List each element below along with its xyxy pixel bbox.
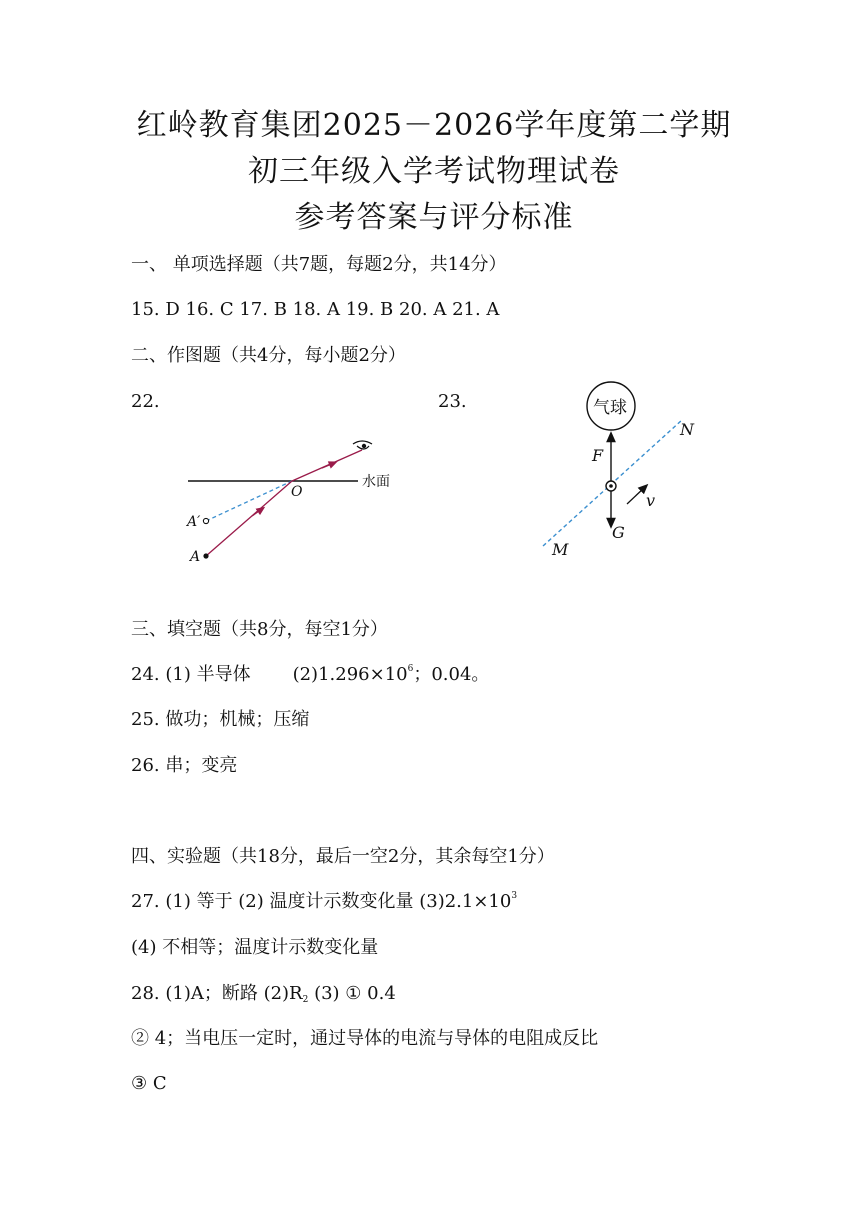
- label-g: G: [612, 523, 625, 542]
- section-1-answers: 15. D 16. C 17. B 18. A 19. B 20. A 21. A: [131, 299, 500, 320]
- q28-text: 28. (1)A；断路 (2)R: [131, 983, 303, 1004]
- q25-answer: 25. 做功；机械；压缩: [131, 709, 310, 730]
- q27-exponent: 3: [511, 891, 518, 901]
- q27-text: 27. (1) 等于 (2) 温度计示数变化量 (3)2.1×10: [131, 891, 512, 912]
- section-1-heading: 一、 单项选择题（共7题，每题2分，共14分）: [131, 254, 507, 275]
- q24-part2-base: (2)1.296×10: [292, 664, 408, 685]
- section-4-heading: 四、实验题（共18分，最后一空2分，其余每空1分）: [131, 846, 555, 867]
- q28-answer-line-2: ② 4；当电压一定时，通过导体的电流与导体的电阻成反比: [131, 1028, 599, 1049]
- center-of-mass-dot: [609, 484, 613, 488]
- q26-answer: 26. 串；变亮: [131, 755, 238, 776]
- q24-part1: 24. (1) 半导体: [131, 664, 251, 685]
- point-a-prime-label: A′: [187, 514, 201, 530]
- title-line-3: 参考答案与评分标准: [294, 200, 574, 235]
- label-n: N: [680, 420, 694, 439]
- balloon-label: 气球: [593, 398, 627, 418]
- point-o-label: O: [291, 484, 303, 500]
- point-a-label: A: [190, 549, 201, 565]
- water-surface-label: 水面: [362, 474, 390, 490]
- q28-text-rest: (3) ① 0.4: [308, 983, 396, 1004]
- label-f: F: [592, 446, 604, 465]
- velocity-arrow: [627, 487, 645, 504]
- title-line-2: 初三年级入学考试物理试卷: [248, 154, 620, 189]
- q23-number: 23.: [438, 391, 467, 412]
- q22-number: 22.: [131, 391, 160, 412]
- q24-part2-exponent: 6: [407, 664, 414, 674]
- q24-part2-rest: ；0.04。: [413, 664, 490, 685]
- q28-subscript: 2: [302, 995, 309, 1005]
- q27-answer-line-2: (4) 不相等；温度计示数变化量: [131, 937, 379, 958]
- title-line-1: 红岭教育集团2025－2026学年度第二学期: [136, 108, 732, 143]
- q28-answer: [131, 982, 396, 1006]
- label-v: v: [646, 491, 656, 510]
- q27-answer: [131, 890, 517, 914]
- section-3-heading: 三、填空题（共8分，每空1分）: [131, 619, 388, 640]
- label-m: M: [552, 540, 569, 559]
- q24-answer: [131, 663, 489, 687]
- section-2-heading: 二、作图题（共4分，每小题2分）: [131, 345, 406, 366]
- q28-answer-line-3: ③ C: [131, 1073, 167, 1094]
